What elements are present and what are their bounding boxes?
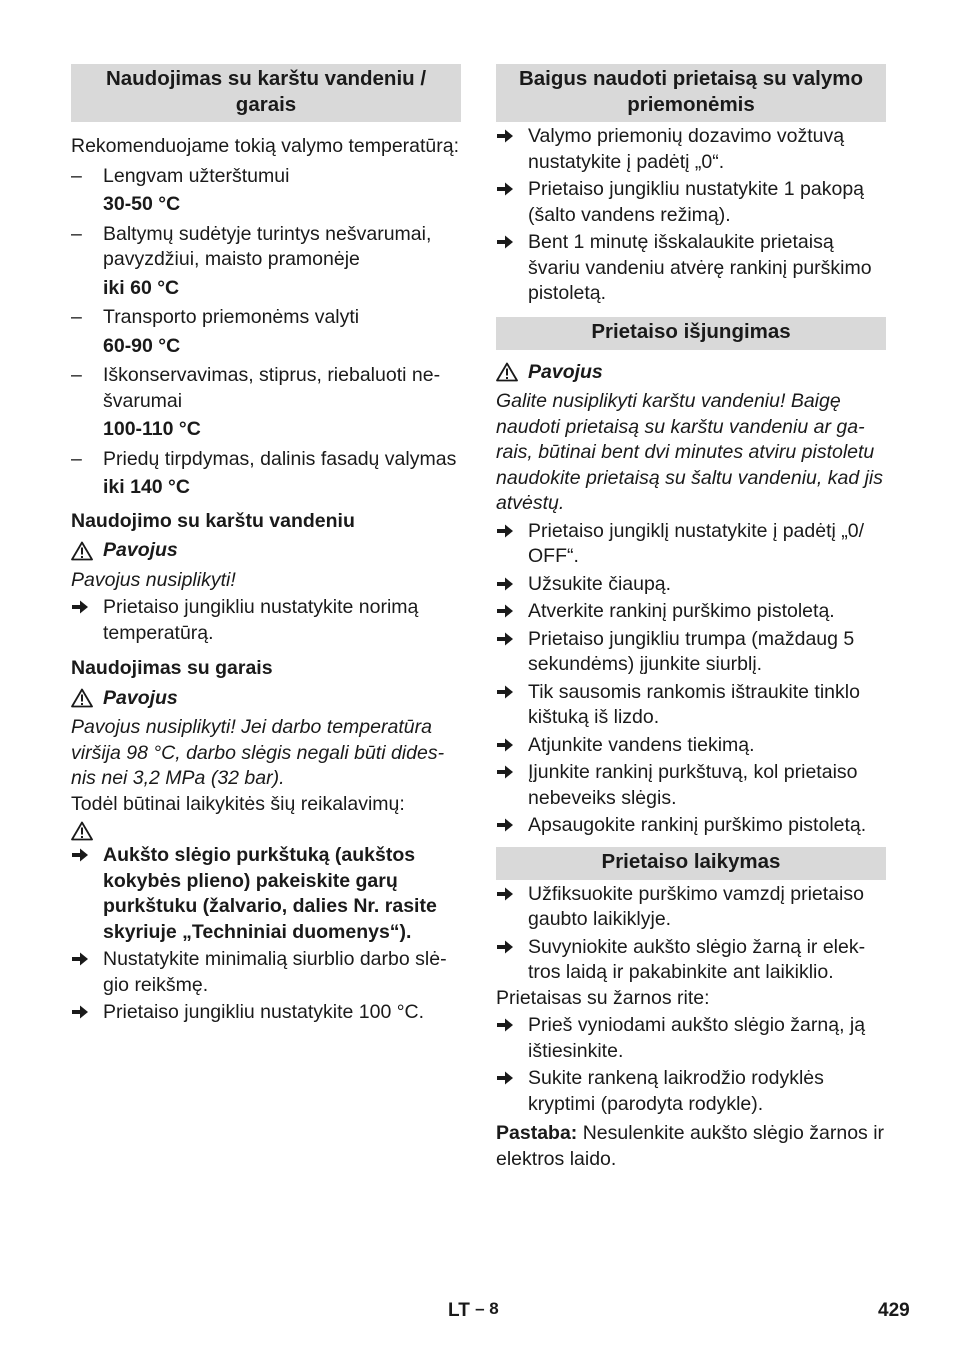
arrow-right-icon (496, 684, 514, 700)
instruction-step: Prietaiso jungikliu nustatykite 1 pakopą (šalto vandens režimą). (496, 177, 886, 228)
arrow-right-icon (71, 951, 89, 967)
section-title-storage: Prietaiso laikymas (496, 847, 886, 880)
subsection-title-hot-water: Naudojimo su karštu vandeniu (71, 509, 355, 532)
note-label: Pastaba: (496, 1122, 578, 1144)
subsection-title-steam: Naudojimas su garais (71, 657, 273, 679)
arrow-right-icon (496, 181, 514, 197)
arrow-right-icon (71, 1004, 89, 1020)
section-title-after-detergent: Baigus naudoti prietaisą su valymo priemonėmis (496, 64, 886, 122)
instruction-step: Užfiksuokite purškimo vamzdį prietaiso gaubto laikiklyje. (496, 882, 886, 933)
arrow-right-icon (496, 737, 514, 753)
arrow-right-icon (496, 817, 514, 833)
temperature-item: – Iškonservavimas, stiprus, riebaluoti nešvarumai (71, 364, 441, 412)
warning-triangle-icon (71, 541, 93, 561)
temperature-list (71, 164, 461, 501)
temperature-value: 30-50 °C (103, 193, 181, 215)
intro-text: Rekomenduojame tokią valymo temperatūrą: (71, 135, 460, 157)
reel-intro-text: Prietaisas su žarnos rite: (496, 986, 710, 1009)
temperature-item: – Baltymų sudėtyje turintys nešvarumai, pavyzdžiui, maisto pramonėje (71, 222, 432, 270)
temperature-value: 100-110 °C (103, 418, 201, 440)
instruction-step: Atjunkite vandens tiekimą. (496, 733, 886, 759)
instruction-step: Tik sausomis rankomis ištraukite tinklo kištuką iš lizdo. (496, 680, 886, 731)
section-title-hot-water-steam: Naudojimas su karštu vandeniu / garais (71, 64, 461, 122)
instruction-step: Bent 1 minutę išskalaukite prietaisą švariu vandeniu atvėrę rankinį purškimo pistoletą. (496, 230, 886, 307)
warning-triangle-icon (71, 821, 93, 841)
instruction-step: Sukite rankeną laikrodžio rodyklės kryptimi (parodyta rodykle). (496, 1066, 886, 1117)
arrow-right-icon (496, 603, 514, 619)
section-title-switch-off: Prietaiso išjungimas (496, 317, 886, 350)
danger-notice (71, 538, 461, 564)
note-text: Pastaba: Nesulenkite aukšto slėgio žarnos ir elektros laido. (496, 1122, 885, 1170)
warning-triangle-icon (496, 362, 518, 382)
danger-text: Galite nusiplikyti karštu vandeniu! Baigę naudoti prietaisą su karštu vandeniu ar garais, būtinai bent dvi minutes atviru pistoletu naudokite prietaisą su šaltu vandeniu, kad jis atvėstų. (496, 390, 883, 514)
danger-text: Pavojus nusiplikyti! Jei darbo temperatūra viršija 98 °C, darbo slėgis negali būti didesnis nei 3,2 MPa (32 bar). (71, 716, 445, 789)
temperature-item: – Lengvam užterštumui (71, 164, 290, 187)
temperature-value: 60-90 °C (103, 334, 181, 357)
arrow-right-icon (496, 631, 514, 647)
right-column (496, 64, 886, 1172)
warning-triangle-icon (71, 688, 93, 708)
left-column (71, 64, 461, 1026)
footer-language-page: LT – 8 (448, 1299, 499, 1321)
arrow-right-icon (496, 886, 514, 902)
instruction-step: Prietaiso jungikliu nustatykite 100 °C. (71, 1000, 461, 1026)
danger-notice (71, 686, 461, 712)
arrow-right-icon (71, 847, 89, 863)
requirements-text: Todėl būtinai laikykitės šių reikalavimų: (71, 792, 405, 815)
instruction-step: Nustatykite minimalią siurblio darbo slėgio reikšmę. (71, 947, 461, 998)
arrow-right-icon (496, 128, 514, 144)
arrow-right-icon (496, 523, 514, 539)
danger-label: Pavojus (103, 539, 178, 561)
instruction-step: Valymo priemonių dozavimo vožtuvą nustatykite į padėtį „0“. (496, 124, 886, 175)
instruction-step: Prietaiso jungikliu trumpa (maždaug 5 sekundėms) įjunkite siurblį. (496, 627, 886, 678)
instruction-step: Apsaugokite rankinį purškimo pistoletą. (496, 813, 886, 839)
instruction-step: Aukšto slėgio purkštuką (aukštos kokybės plieno) pakeiskite garų purkštuku (žalvario, dalies Nr. rasite skyriuje „Techniniai duomenys“). (71, 843, 461, 945)
arrow-right-icon (71, 599, 89, 615)
page-number: 429 (878, 1300, 910, 1321)
arrow-right-icon (496, 234, 514, 250)
instruction-step: Užsukite čiaupą. (496, 572, 886, 598)
arrow-right-icon (496, 576, 514, 592)
instruction-step: Suvyniokite aukšto slėgio žarną ir elektros laidą ir pakabinkite ant laikiklio. (496, 935, 886, 986)
danger-text: Pavojus nusiplikyti! (71, 568, 236, 591)
temperature-value: iki 140 °C (103, 476, 190, 498)
temperature-item: – Transporto priemonėms valyti (71, 306, 360, 328)
danger-notice (496, 360, 886, 386)
arrow-right-icon (496, 939, 514, 955)
temperature-item: – Priedų tirpdymas, dalinis fasadų valymas (71, 447, 457, 470)
arrow-right-icon (496, 764, 514, 780)
danger-label: Pavojus (528, 360, 603, 383)
instruction-step: Atverkite rankinį purškimo pistoletą. (496, 599, 886, 625)
danger-label: Pavojus (103, 686, 178, 709)
warning-symbol (71, 821, 461, 841)
arrow-right-icon (496, 1070, 514, 1086)
temperature-value: iki 60 °C (103, 276, 180, 299)
instruction-step: Įjunkite rankinį purkštuvą, kol prietaiso nebeveiks slėgis. (496, 760, 886, 811)
instruction-step: Prietaiso jungikliu nustatykite norimą temperatūrą. (71, 595, 461, 646)
instruction-step: Prieš vyniodami aukšto slėgio žarną, ją ištiesinkite. (496, 1013, 886, 1064)
instruction-step: Prietaiso jungiklį nustatykite į padėtį „0/ OFF“. (496, 519, 886, 570)
arrow-right-icon (496, 1017, 514, 1033)
